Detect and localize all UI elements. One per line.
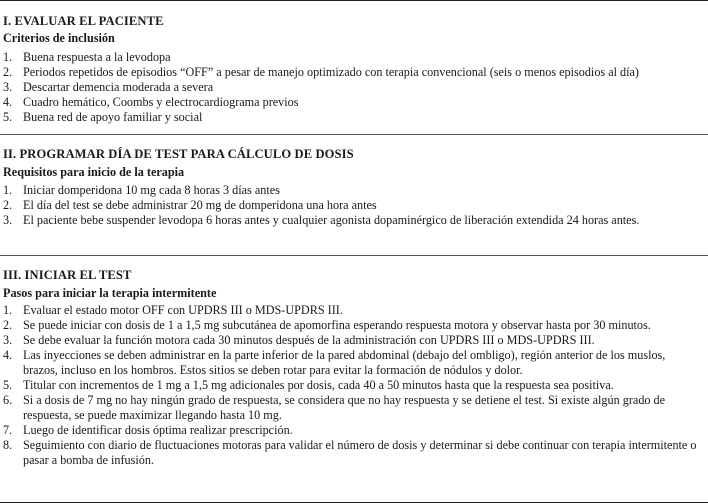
section-programar-dia-test <box>0 134 708 255</box>
list-item: 5. Buena red de apoyo familiar y social <box>3 110 203 124</box>
list-item: 5. Titular con incrementos de 1 mg a 1,5 mg adicionales por dosis, cada 40 a 50 minutos hasta que la respuesta sea positiva. <box>3 378 614 392</box>
list-item: 4. Cuadro hemático, Coombs y electrocardiograma previos <box>3 95 299 109</box>
list-item: 6. Si a dosis de 7 mg no hay ningún grado de respuesta, se considera que no hay respuesta y se detiene el test. Si existe algún grado de respuesta, se puede maximizar llegando hasta 10 mg. <box>3 393 666 422</box>
steps-list <box>3 303 702 468</box>
section-subtitle: Pasos para iniciar la terapia intermitente <box>3 286 217 300</box>
section-subtitle: Requisitos para inicio de la terapia <box>3 165 185 179</box>
list-item: 1. Evaluar el estado motor OFF con UPDRS III o MDS-UPDRS III. <box>3 303 343 317</box>
list-item: 8. Seguimiento con diario de fluctuaciones motoras para validar el número de dosis y determinar si debe continuar con terapia intermitente o pasar a bomba de infusión. <box>3 438 697 467</box>
list-item: 2. El día del test se debe administrar 20 mg de domperidona una hora antes <box>3 198 377 212</box>
list-item: 3. Descartar demencia moderada a severa <box>3 80 214 94</box>
requirements-list <box>3 183 702 228</box>
section-title: III. INICIAR EL TEST <box>3 268 132 282</box>
list-item: 1. Iniciar domperidona 10 mg cada 8 horas 3 días antes <box>3 183 280 197</box>
section-evaluar-paciente <box>0 1 708 134</box>
list-item: 3. El paciente bebe suspender levodopa 6 horas antes y cualquier agonista dopaminérgico de liberación extendida 24 horas antes. <box>3 213 640 227</box>
section-subtitle: Criterios de inclusión <box>3 31 115 45</box>
list-item: 7. Luego de identificar dosis óptima realizar prescripción. <box>3 423 293 437</box>
list-item: 1. Buena respuesta a la levodopa <box>3 50 171 64</box>
criteria-list <box>3 50 702 125</box>
section-title: II. PROGRAMAR DÍA DE TEST PARA CÁLCULO DE DOSIS <box>3 147 354 161</box>
section-title: I. EVALUAR EL PACIENTE <box>3 14 164 28</box>
list-item: 2. Periodos repetidos de episodios “OFF” a pesar de manejo optimizado con terapia convencional (seis o menos episodios al día) <box>3 65 639 79</box>
list-item: 3. Se debe evaluar la función motora cada 30 minutos después de la administración con UPDRS III o MDS-UPDRS III. <box>3 333 595 347</box>
list-item: 2. Se puede iniciar con dosis de 1 a 1,5 mg subcutánea de apomorfina esperando respuesta motora y observar hasta por 30 minutos. <box>3 318 651 332</box>
section-iniciar-test <box>0 255 708 468</box>
list-item: 4. Las inyecciones se deben administrar en la parte inferior de la pared abdominal (debajo del ombligo), región anterior de los muslos, brazos, incluso en los hombros. Estos sitios se deben rotar para evitar la formación de nódulos y dolor. <box>3 348 666 377</box>
